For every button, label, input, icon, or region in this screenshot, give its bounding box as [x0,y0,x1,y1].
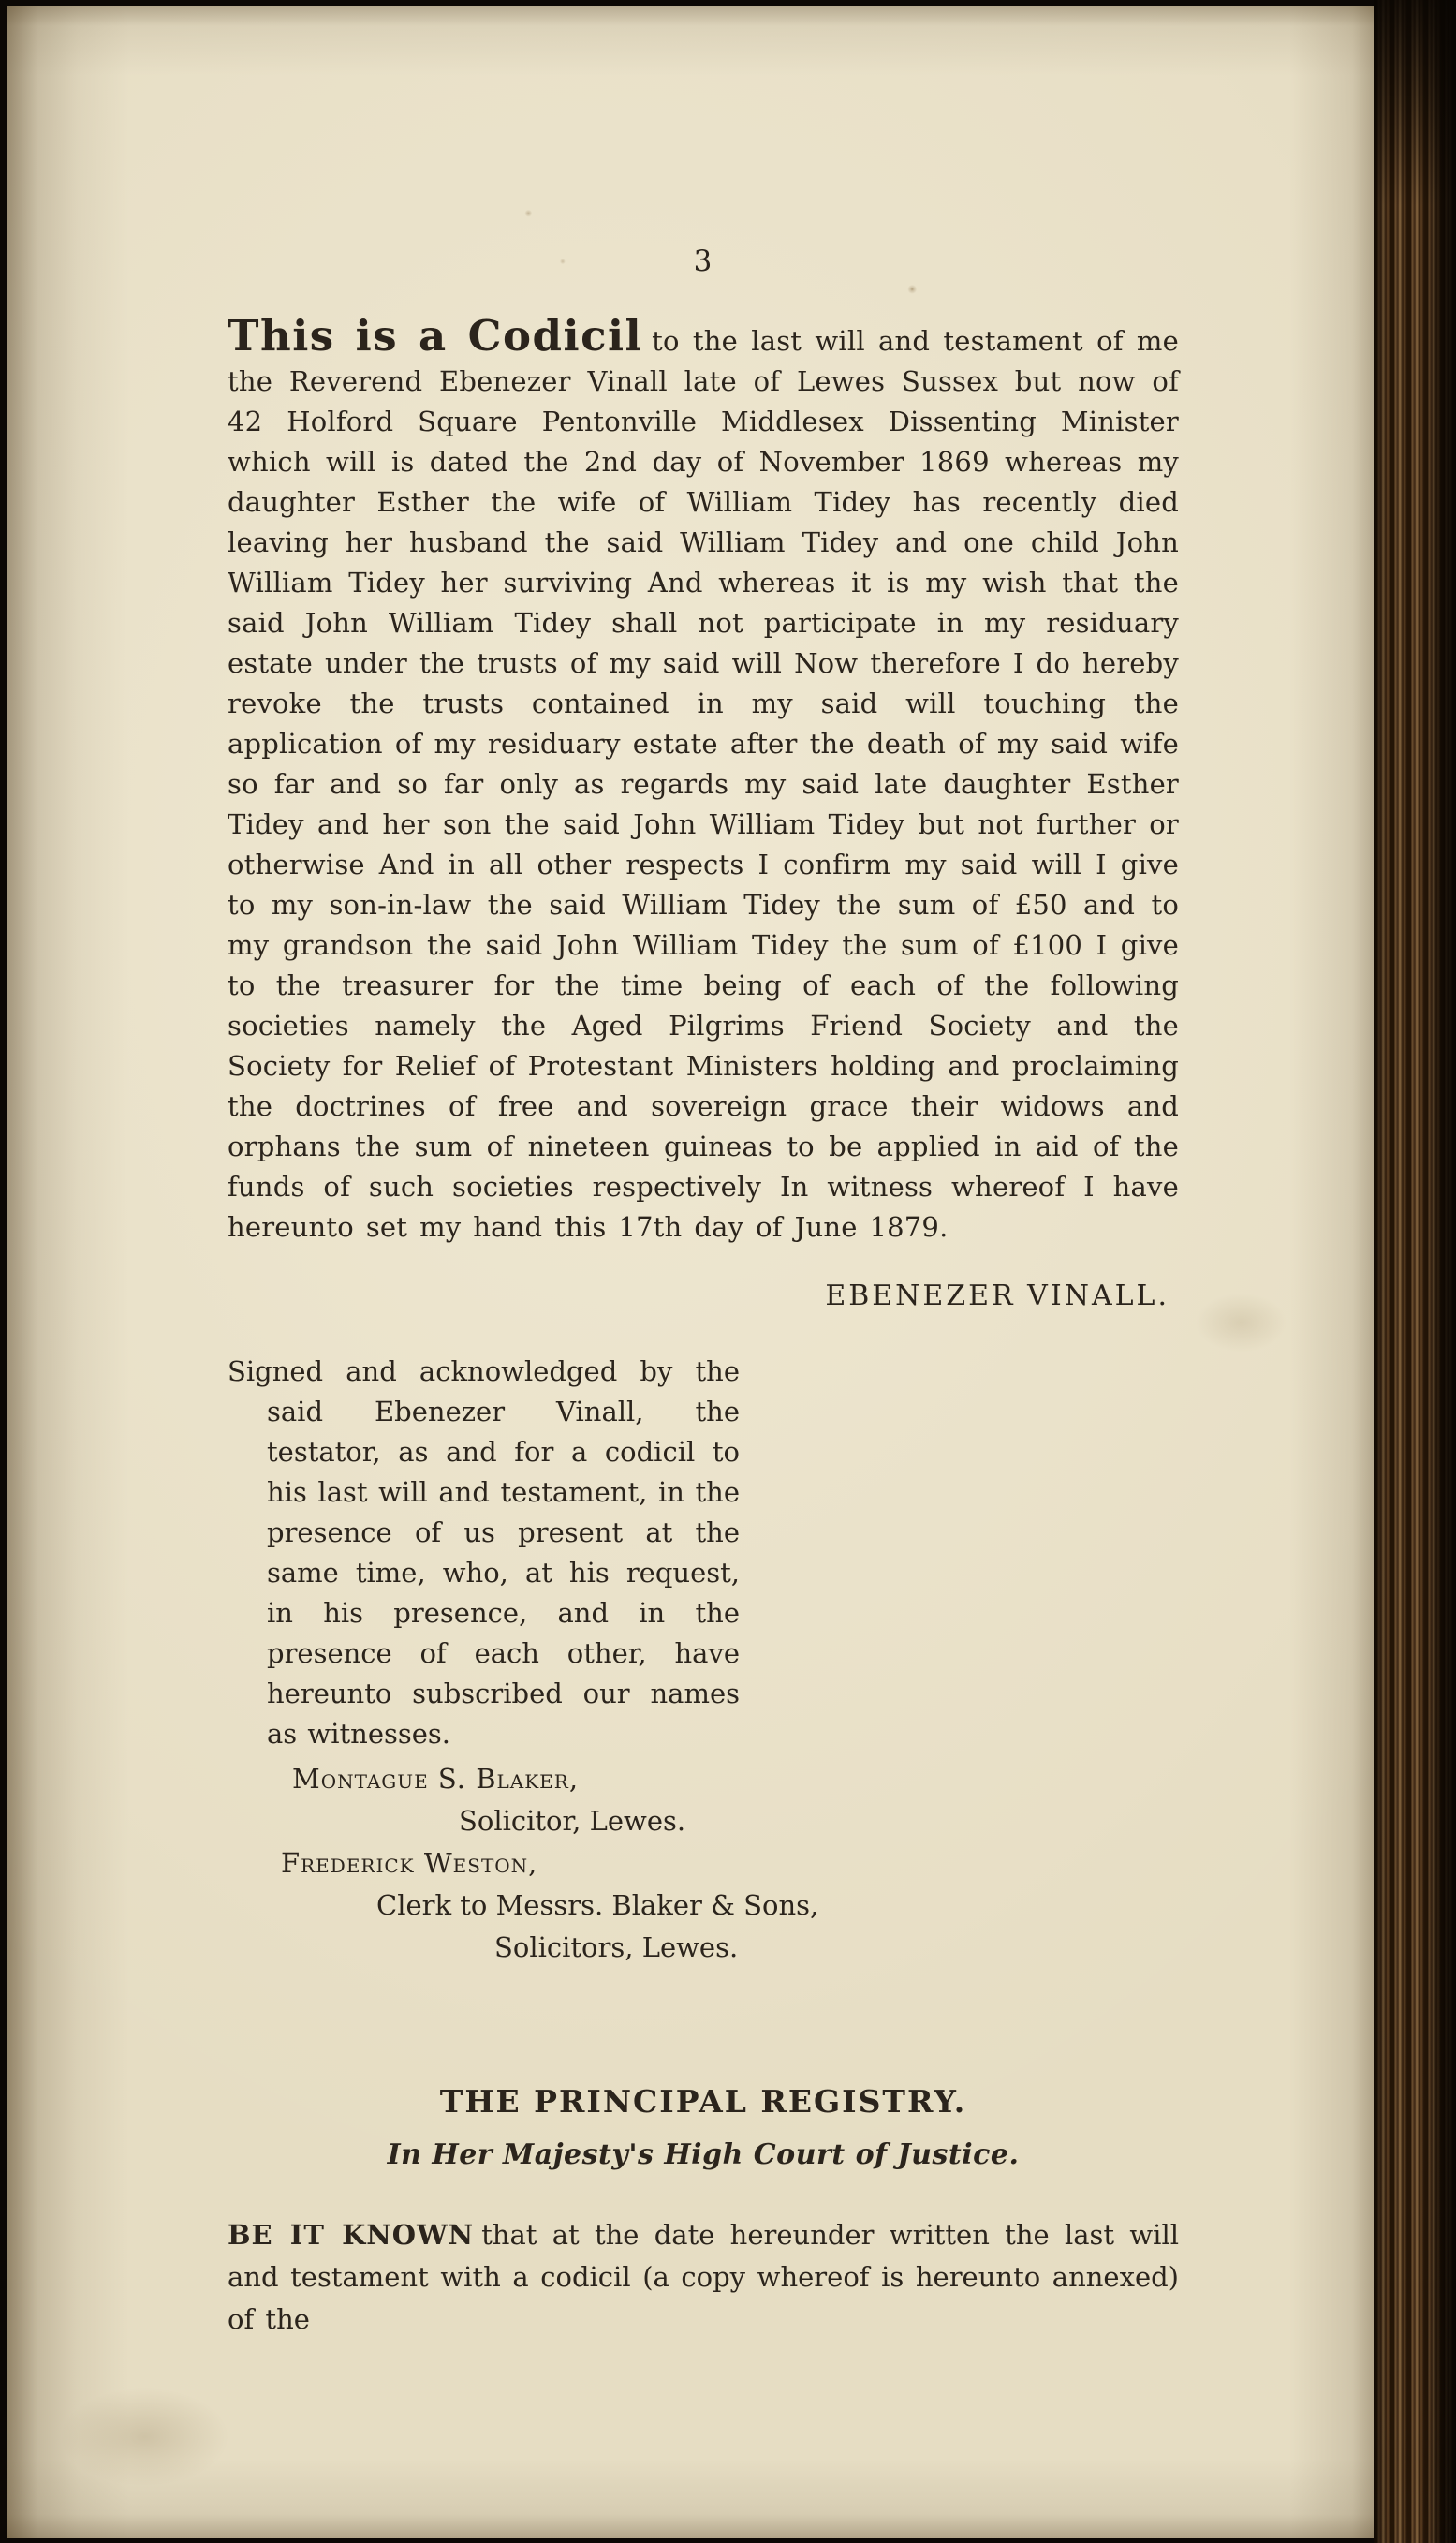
attestation-clause: Signed and acknowledged by the said Ebenezer Vinall, the testator, as and for a codicil to his last will and testament, in the presence of us present at the same time, who, at his request, in his presence, and in the presence of each other, have hereunto subscribed our names as witnesses. [228,1355,740,1750]
court-subheading: In Her Majesty's High Court of Justice. [387,2138,1020,2171]
page-content [228,244,1179,2368]
witness-2-title: Clerk to Messrs. Blaker & Sons, [376,1889,819,1921]
witness-2-name: Frederick Weston, [281,1847,538,1879]
codicil-leadin: This is a Codicil [228,311,643,361]
codicil-paragraph [228,311,1179,1248]
probate-lead: BE IT KNOWN [228,2219,475,2251]
witness-1-name: Montague S. Blaker, [292,1763,580,1795]
document-page [7,6,1378,2538]
witness-2-title-2: Solicitors, Lewes. [494,1931,739,1963]
probate-paragraph [228,2214,1179,2341]
page-number: 3 [693,244,713,278]
codicil-body-text: to the last will and testament of me the Reverend Ebenezer Vinall late of Lewes Sussex but now of 42 Holford Square Pentonville Middlesex Dissenting Minister which will is dated the 2nd day of November 1869 whereas my daughter Esther the wife of William Tidey has recently died leaving her husband the said William Tidey and one child John William Tidey her surviving And whereas it is my wish that the said John William Tidey shall not participate in my residuary estate under the trusts of my said will Now therefore I do hereby revoke the trusts contained in my said will touching the application of my residuary estate after the death of my said wife so far and so far only as regards my said late daughter Esther Tidey and her son the said John William Tidey but not further or otherwise And in all other respects I confirm my said will I give to my son-in-law the said William Tidey the sum of £50 and to my grandson the said John William Tidey the sum of £100 I give to the treasurer for the time being of each of the following societies namely the Aged Pilgrims Friend Society and the Society for Relief of Protestant Ministers holding and proclaiming the doctrines of free and sovereign grace their widows and orphans the sum of nineteen guineas to be applied in aid of the funds of such societies respectively In witness whereof I have hereunto set my hand this 17th day of June 1879. [228,325,1179,1243]
probate-body-text: that at the date hereunder written the last will and testament with a codicil (a copy whereof is hereunto annexed) of the [228,2219,1179,2335]
registry-heading: THE PRINCIPAL REGISTRY. [439,2083,967,2120]
testator-signature: EBENEZER VINALL. [825,1279,1169,1312]
book-page-edges [1374,0,1456,2543]
witness-1-title: Solicitor, Lewes. [459,1805,686,1837]
